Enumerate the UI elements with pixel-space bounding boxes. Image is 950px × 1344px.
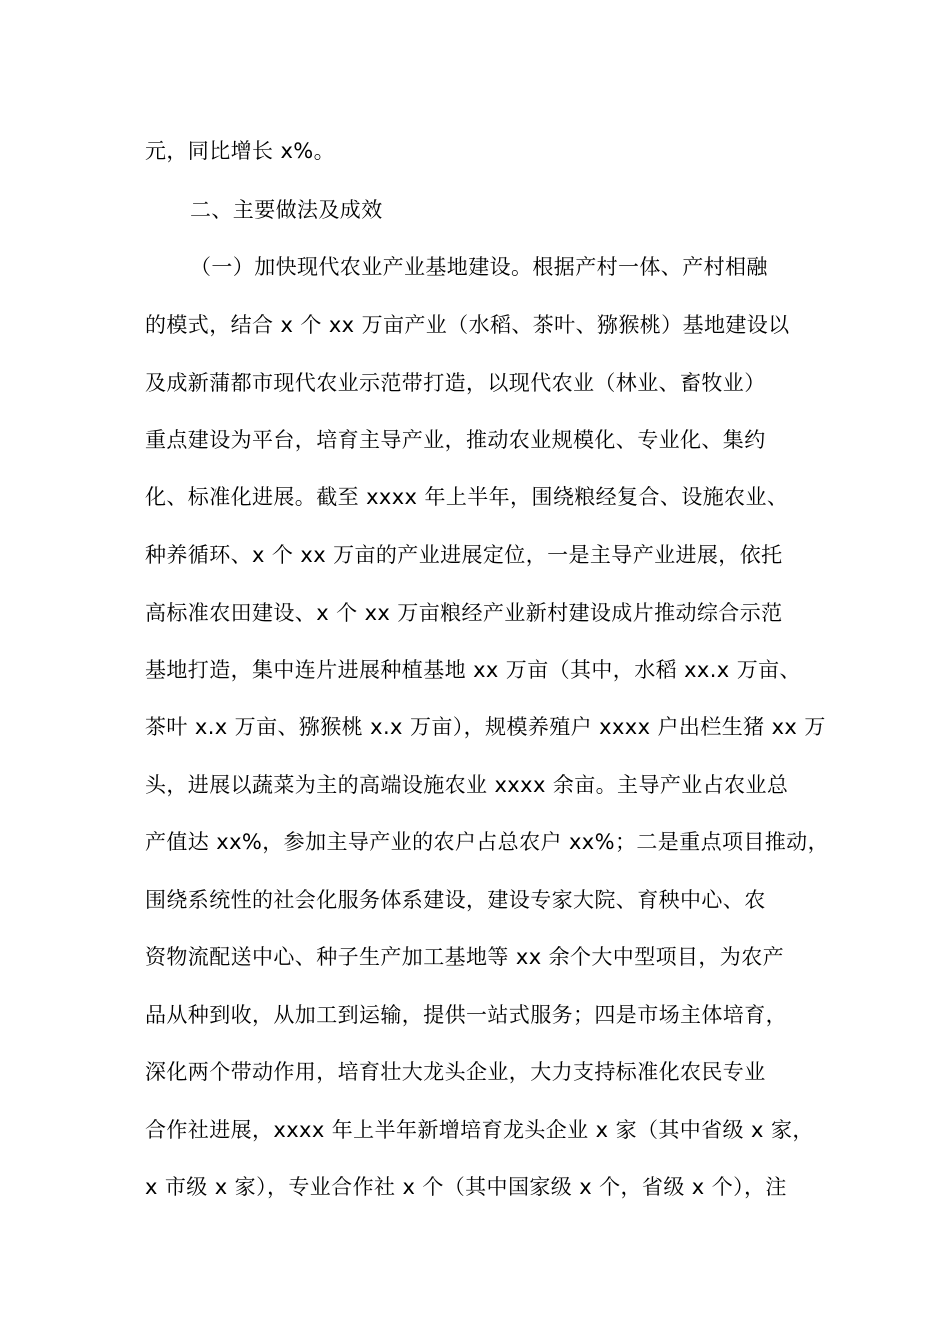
section-heading: 二、主要做法及成效 [190, 198, 383, 222]
text-line-19: x 市级 x 家），专业合作社 x 个（其中国家级 x 个，省级 x 个），注 [145, 1175, 787, 1199]
text-line-15: 资物流配送中心、种子生产加工基地等 xx 余个大中型项目，为农产 [145, 945, 785, 969]
text-line-18: 合作社进展，xxxx 年上半年新增培育龙头企业 x 家（其中省级 x 家， [145, 1118, 814, 1142]
text-line-10: 基地打造，集中连片进展种植基地 xx 万亩（其中，水稻 xx.x 万亩、 [145, 658, 801, 682]
text-line-14: 围绕系统性的社会化服务体系建设，建设专家大院、育秧中心、农 [145, 888, 766, 912]
text-line-11: 茶叶 x.x 万亩、猕猴桃 x.x 万亩），规模养殖户 xxxx 户出栏生猪 xx 万 [145, 715, 826, 739]
text-line-16: 品从种到收，从加工到运输，提供一站式服务；四是市场主体培育， [145, 1003, 787, 1027]
text-line-7: 化、标准化进展。截至 xxxx 年上半年，围绕粮经复合、设施农业、 [145, 485, 789, 509]
text-line-1: 元，同比增长 x%。 [145, 139, 336, 163]
text-line-4: 的模式，结合 x 个 xx 万亩产业（水稻、茶叶、猕猴桃）基地建设以 [145, 313, 790, 337]
text-line-6: 重点建设为平台，培育主导产业，推动农业规模化、专业化、集约 [145, 428, 766, 452]
text-line-5: 及成新蒲都市现代农业示范带打造，以现代农业（林业、畜牧业） [145, 371, 766, 395]
text-line-17: 深化两个带动作用，培育壮大龙头企业，大力支持标准化农民专业 [145, 1060, 766, 1084]
text-line-13: 产值达 xx%，参加主导产业的农户占总农户 xx%；二是重点项目推动， [145, 830, 829, 854]
text-line-9: 高标准农田建设、x 个 xx 万亩粮经产业新村建设成片推动综合示范 [145, 601, 783, 625]
text-line-12: 头，进展以蔬菜为主的高端设施农业 xxxx 余亩。主导产业占农业总 [145, 773, 789, 797]
text-line-8: 种养循环、x 个 xx 万亩的产业进展定位，一是主导产业进展，依托 [145, 543, 783, 567]
subsection-heading-line: （一）加快现代农业产业基地建设。根据产村一体、产村相融 [190, 255, 768, 279]
